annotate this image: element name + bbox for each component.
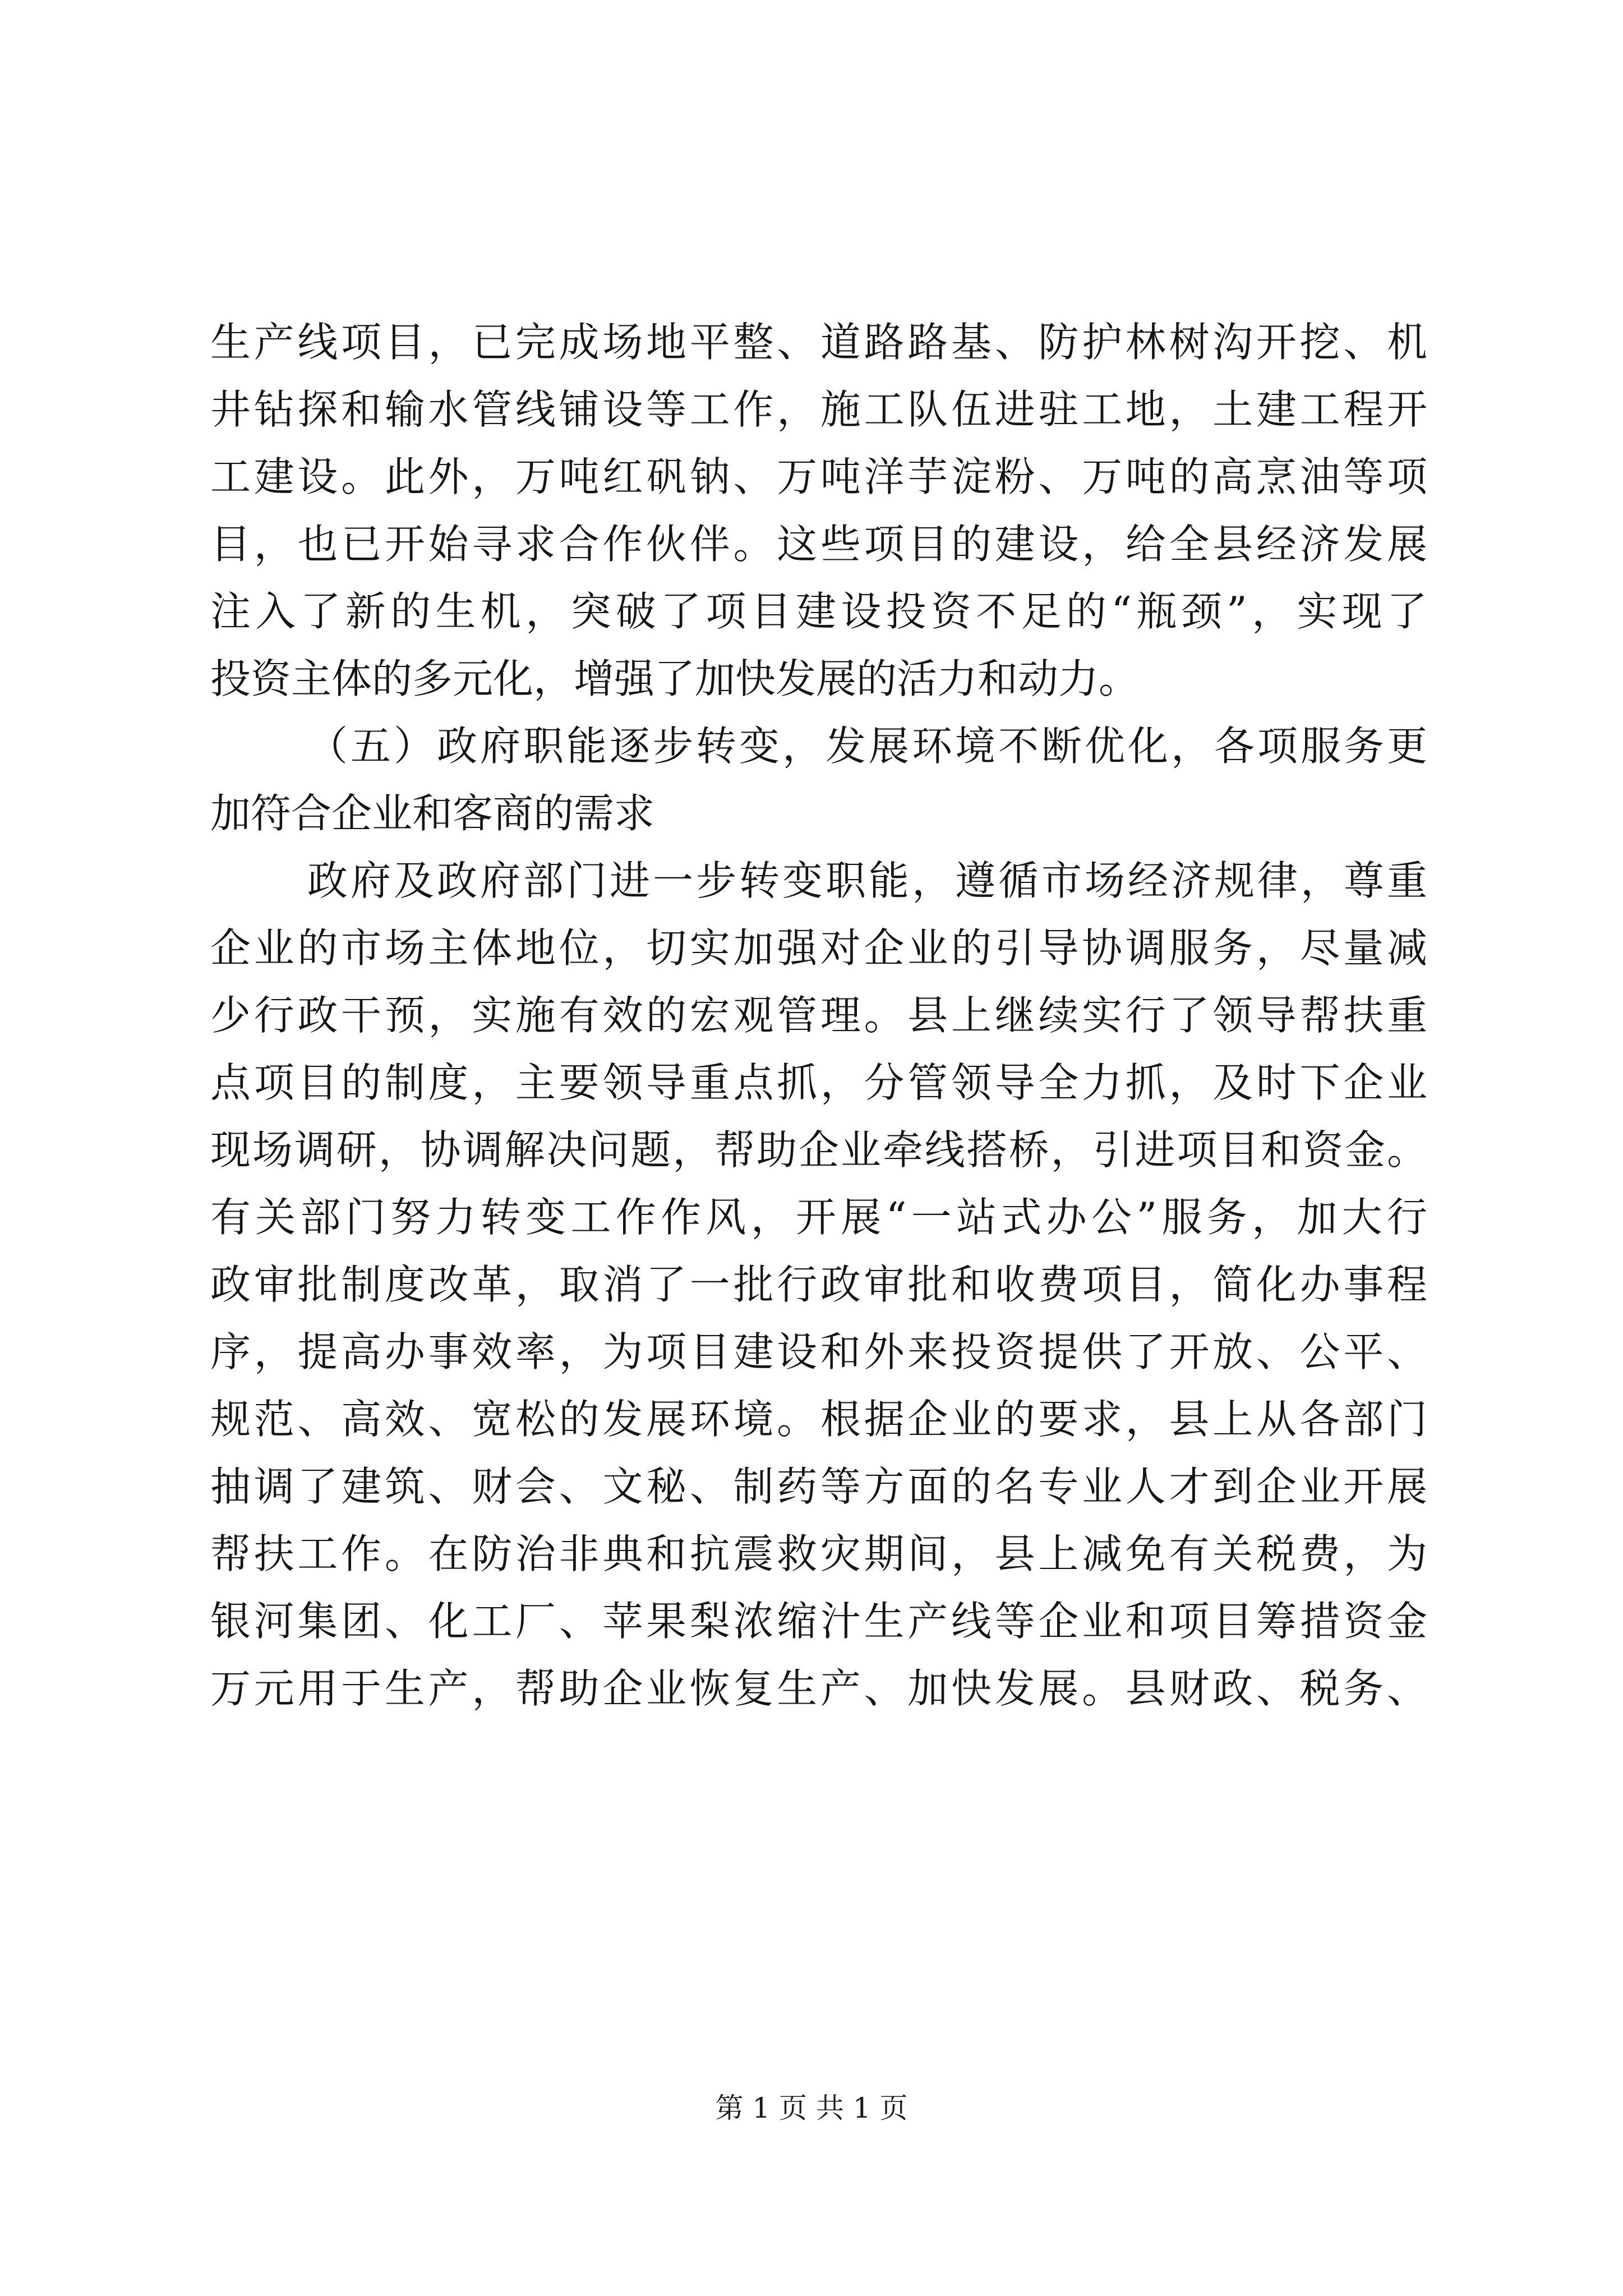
section-heading-line: （五）政府职能逐步转变，发展环境不断优化，各项服务更 (307, 723, 1427, 770)
body-text-line: 规范、高效、宽松的发展环境。根据企业的要求，县上从各部门 (210, 1396, 1427, 1443)
body-text-line: 目，也已开始寻求合作伙伴。这些项目的建设，给全县经济发展 (210, 521, 1427, 568)
body-text-line: 万元用于生产，帮助企业恢复生产、加快发展。县财政、税务、 (210, 1665, 1427, 1712)
body-text-line: 井钻探和输水管线铺设等工作，施工队伍进驻工地，土建工程开 (210, 386, 1427, 433)
body-text-line: 序，提高办事效率，为项目建设和外来投资提供了开放、公平、 (210, 1328, 1427, 1375)
body-text-line: 点项目的制度，主要领导重点抓，分管领导全力抓，及时下企业 (210, 1059, 1427, 1106)
body-text-line: 现场调研，协调解决问题，帮助企业牵线搭桥，引进项目和资金。 (210, 1126, 1427, 1174)
page-number-footer: 第 1 页 共 1 页 (715, 2092, 908, 2124)
body-text-line: 少行政干预，实施有效的宏观管理。县上继续实行了领导帮扶重 (210, 992, 1427, 1039)
section-heading-line: 加符合企业和客商的需求 (210, 790, 655, 837)
body-text-line: 抽调了建筑、财会、文秘、制药等方面的名专业人才到企业开展 (210, 1463, 1427, 1510)
body-text-line: 注入了新的生机，突破了项目建设投资不足的“瓶颈”，实现了 (210, 588, 1427, 635)
body-text-line: 政府及政府部门进一步转变职能，遵循市场经济规律，尊重 (307, 857, 1427, 904)
body-text-line: 有关部门努力转变工作作风，开展“一站式办公”服务，加大行 (210, 1194, 1427, 1241)
body-text-line: 企业的市场主体地位，切实加强对企业的引导协调服务，尽量减 (210, 924, 1427, 972)
body-text-line: 生产线项目，已完成场地平整、道路路基、防护林树沟开挖、机 (210, 319, 1427, 366)
body-text-line: 投资主体的多元化，增强了加快发展的活力和动力。 (210, 655, 1140, 702)
body-text-line: 帮扶工作。在防治非典和抗震救灾期间，县上减免有关税费，为 (210, 1530, 1427, 1577)
body-text-line: 银河集团、化工厂、苹果梨浓缩汁生产线等企业和项目筹措资金 (210, 1598, 1427, 1645)
body-text-line: 工建设。此外，万吨红矾钠、万吨洋芋淀粉、万吨的高烹油等项 (210, 453, 1427, 500)
body-text-line: 政审批制度改革，取消了一批行政审批和收费项目，简化办事程 (210, 1261, 1427, 1308)
